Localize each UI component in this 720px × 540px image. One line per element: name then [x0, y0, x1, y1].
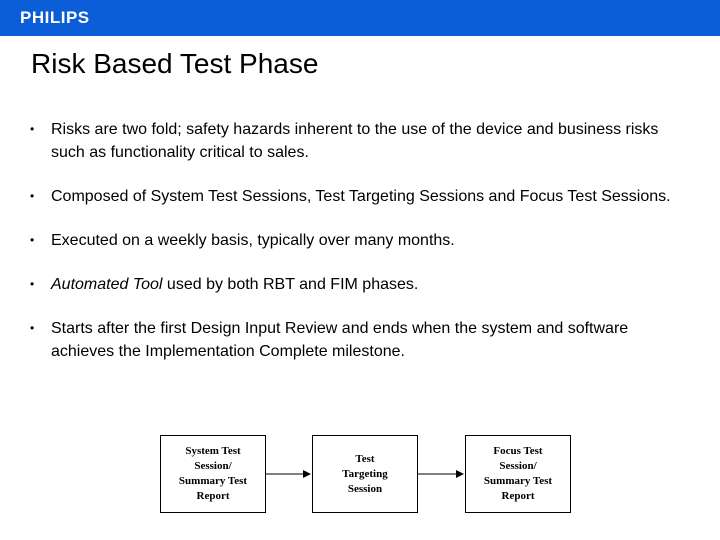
- diagram-box-label: System Test Session/ Summary Test Report: [178, 445, 248, 502]
- header-bar: [0, 0, 720, 36]
- diagram-box-test-targeting: [312, 435, 418, 513]
- diagram-box-label: Focus Test Session/ Summary Test Report: [483, 445, 553, 502]
- philips-logo: PHILIPS: [20, 8, 90, 27]
- bullet-item: [30, 317, 690, 363]
- slide-title: Risk Based Test Phase: [31, 48, 319, 79]
- bullet-text: Starts after the first Design Input Review and ends when the system and software achieves the Implementation Complete milestone.: [51, 320, 629, 360]
- diagram-box-label: Test Targeting Session: [342, 452, 388, 495]
- diagram-box-system-test: [160, 435, 266, 513]
- bullet-text: Composed of System Test Sessions, Test Targeting Sessions and Focus Test Sessions.: [51, 188, 671, 205]
- bullet-marker: •: [30, 189, 35, 203]
- bullet-marker: •: [30, 122, 35, 136]
- bullet-item: [30, 229, 690, 252]
- bullet-text: Executed on a weekly basis, typically over many months.: [51, 232, 455, 249]
- bullet-marker: •: [30, 277, 35, 291]
- bullet-list: [30, 118, 690, 384]
- bullet-text: used by both RBT and FIM phases.: [162, 276, 419, 293]
- bullet-text: Risks are two fold; safety hazards inherent to the use of the device and business risks such as functionality critical to sales.: [51, 121, 659, 161]
- bullet-item: [30, 273, 690, 296]
- bullet-item: [30, 185, 690, 208]
- bullet-marker: •: [30, 233, 35, 247]
- bullet-marker: •: [30, 321, 35, 335]
- bullet-italic-text: Automated Tool: [51, 276, 163, 293]
- diagram-box-focus-test: [465, 435, 571, 513]
- bullet-item: [30, 118, 690, 164]
